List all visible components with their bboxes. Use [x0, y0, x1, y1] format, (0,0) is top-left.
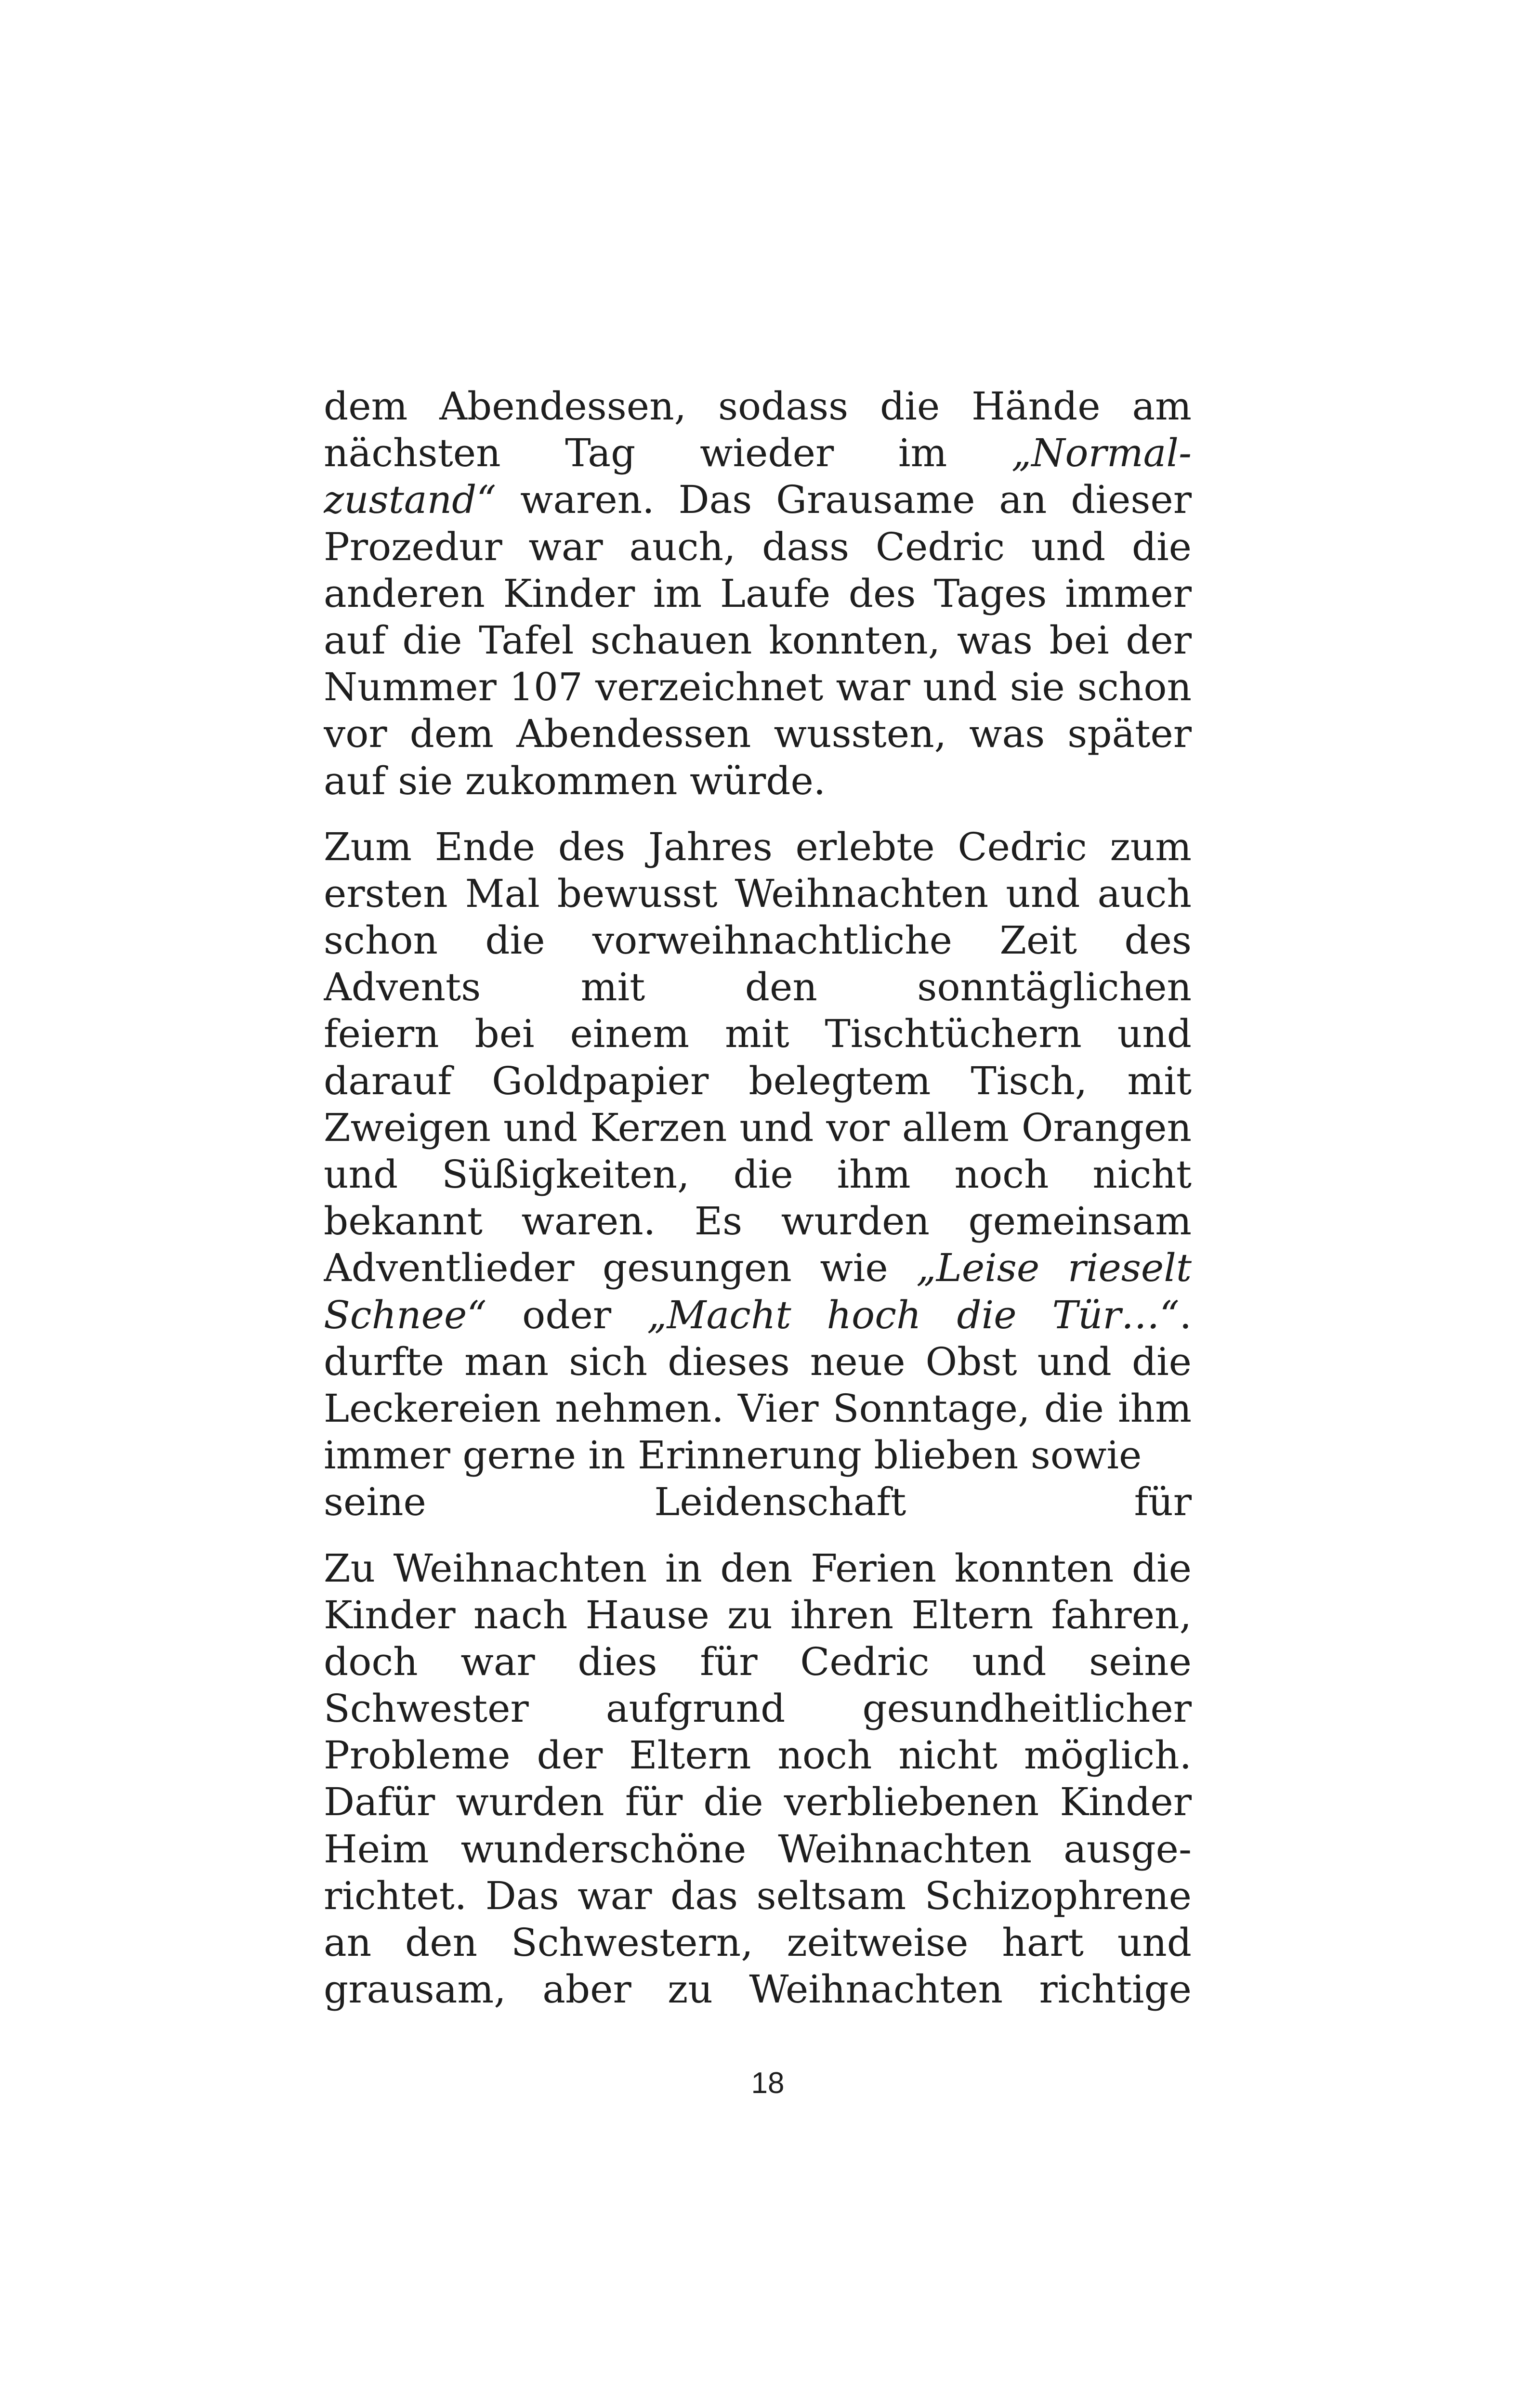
text-run: Kinder nach Hause zu ihren Eltern fahren,: [324, 1592, 1192, 1637]
text-run: Adventlieder gesungen wie: [324, 1245, 917, 1291]
text-run: grausam, aber zu Weihnachten richtige: [324, 1967, 1192, 2012]
text-run: Nummer 107 verzeichnet war und sie schon: [324, 665, 1192, 710]
text-line: [324, 617, 1192, 664]
text-run: Schwester aufgrund gesundheitlicher: [324, 1686, 1192, 1731]
text-line: [324, 1919, 1192, 1966]
text-line: [324, 1638, 1192, 1685]
text-line: [324, 664, 1192, 710]
text-run: ersten Mal bewusst Weihnachten und auch: [324, 871, 1192, 916]
text-line: [324, 1198, 1192, 1244]
text-run: nächsten Tag wieder im: [324, 431, 1011, 476]
text-line: [324, 1010, 1192, 1057]
text-line: [324, 383, 1192, 430]
text-line: [324, 1292, 1192, 1338]
italic-text: „Leise rieselt: [916, 1245, 1192, 1291]
text-line: [324, 870, 1192, 917]
text-line: [324, 710, 1192, 757]
text-line: [324, 1826, 1192, 1872]
paragraph: [324, 824, 1192, 1526]
text-run: seine Leidenschaft für: [324, 1479, 1192, 1525]
text-run: richtet. Das war das seltsam Schizophrene: [324, 1873, 1192, 1918]
text-run: Zu Weihnachten in den Ferien konnten die: [324, 1545, 1192, 1591]
text-run: Prozedur war auch, dass Cedric und die: [324, 524, 1192, 569]
italic-text: zustand“: [324, 477, 497, 523]
text-run: feiern bei einem mit Tischtüchern und: [324, 1011, 1192, 1057]
text-run: durfte man sich dieses neue Obst und die: [324, 1339, 1192, 1384]
text-run: immer gerne in Erinnerung blieben sowie: [324, 1433, 1142, 1478]
text-line: [324, 917, 1192, 964]
text-line: [324, 1685, 1192, 1732]
text-line: [324, 1151, 1192, 1198]
text-run: vor dem Abendessen wussten, was später: [324, 711, 1192, 757]
text-run: auf sie zukommen würde.: [324, 758, 826, 803]
body-text: [324, 383, 1192, 2032]
italic-text: Schnee“: [324, 1292, 487, 1337]
text-line: [324, 1479, 1192, 1525]
text-line: [324, 964, 1192, 1010]
text-line: [324, 1244, 1192, 1291]
paragraph: [324, 383, 1192, 804]
text-line: [324, 1385, 1192, 1432]
text-run: anderen Kinder im Laufe des Tages immer: [324, 571, 1192, 616]
text-line: [324, 1779, 1192, 1825]
text-run: bekannt waren. Es wurden gemeinsam: [324, 1199, 1192, 1244]
text-run: .: [1179, 1292, 1192, 1337]
text-run: auf die Tafel schauen konnten, was bei der: [324, 617, 1192, 663]
text-run: Zum Ende des Jahres erlebte Cedric zum: [324, 824, 1192, 869]
text-run: waren. Das Grausame an dieser: [496, 477, 1192, 523]
text-run: oder: [486, 1292, 647, 1337]
text-line: [324, 570, 1192, 617]
text-line: [324, 1872, 1192, 1919]
text-run: doch war dies für Cedric und seine: [324, 1639, 1192, 1684]
text-run: an den Schwestern, zeitweise hart und: [324, 1920, 1192, 1965]
text-line: [324, 1592, 1192, 1638]
text-run: Probleme der Eltern noch nicht möglich.: [324, 1733, 1192, 1778]
text-line: [324, 430, 1192, 476]
text-run: Dafür wurden für die verbliebenen Kinder: [324, 1780, 1192, 1825]
text-line: [324, 1338, 1192, 1385]
text-line: [324, 1432, 1192, 1479]
text-run: Leckereien nehmen. Vier Sonntage, die ihm: [324, 1386, 1192, 1431]
text-line: [324, 824, 1192, 870]
text-line: [324, 758, 1192, 804]
page-number: 18: [751, 2067, 785, 2100]
text-run: darauf Goldpapier belegtem Tisch, mit: [324, 1058, 1192, 1103]
text-line: [324, 1732, 1192, 1779]
text-run: und Süßigkeiten, die ihm noch nicht: [324, 1152, 1192, 1197]
paragraph: [324, 1545, 1192, 2013]
text-line: [324, 523, 1192, 570]
text-run: Heim wunderschöne Weihnachten ausge-: [324, 1826, 1192, 1871]
text-line: [324, 1966, 1192, 2013]
text-run: dem Abendessen, sodass die Hände am: [324, 384, 1192, 429]
text-line: [324, 1058, 1192, 1104]
italic-text: „Normal-: [1011, 431, 1192, 476]
text-run: Zweigen und Kerzen und vor allem Orangen: [324, 1105, 1192, 1150]
text-line: [324, 1545, 1192, 1592]
text-line: [324, 1104, 1192, 1151]
text-run: schon die vorweihnachtliche Zeit des: [324, 918, 1192, 963]
italic-text: „Macht hoch die Tür…“: [647, 1292, 1180, 1337]
text-run: Advents mit den sonntäglichen: [324, 965, 1192, 1010]
text-line: [324, 476, 1192, 523]
